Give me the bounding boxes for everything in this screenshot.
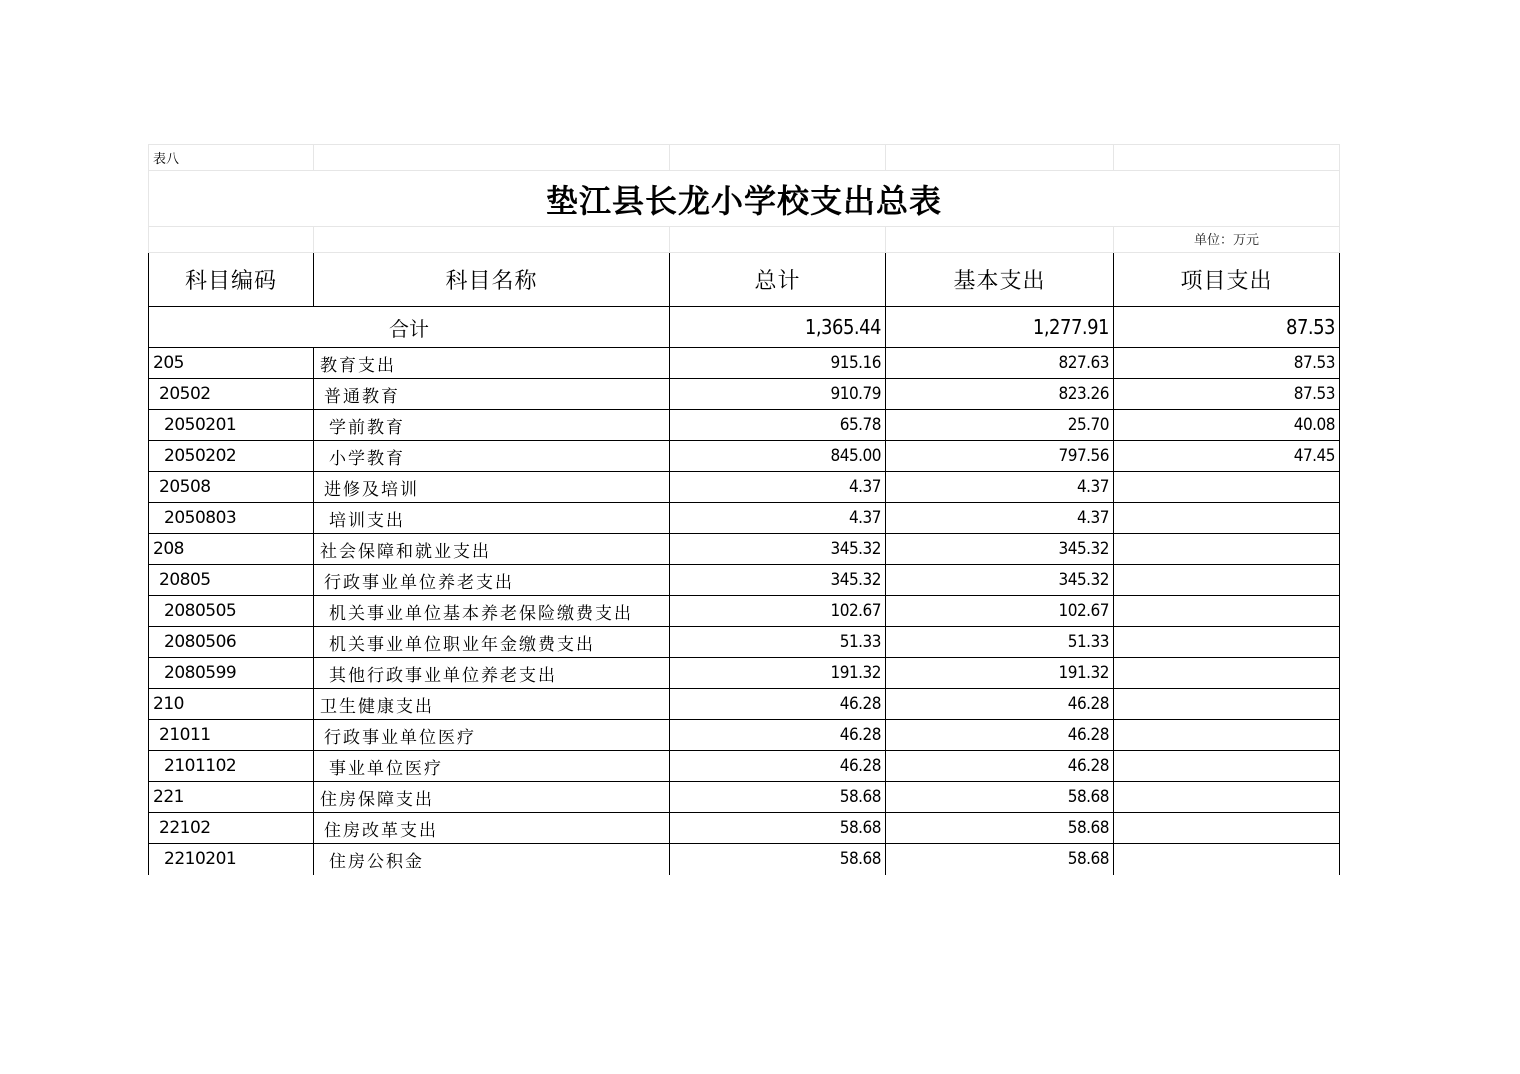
header-total: 总计 (670, 253, 886, 307)
row-project: 87.53 (1114, 348, 1340, 379)
row-name: 普通教育 (314, 379, 670, 410)
row-basic: 345.32 (886, 534, 1114, 565)
row-project (1114, 596, 1340, 627)
table-row (149, 379, 1340, 410)
row-name: 住房保障支出 (314, 782, 670, 813)
row-name: 行政事业单位医疗 (314, 720, 670, 751)
row-code: 21011 (149, 720, 314, 751)
row-basic: 51.33 (886, 627, 1114, 658)
row-basic: 58.68 (886, 844, 1114, 875)
row-total: 345.32 (670, 565, 886, 596)
row-total: 51.33 (670, 627, 886, 658)
table-row (149, 720, 1340, 751)
row-project (1114, 782, 1340, 813)
table-row (149, 596, 1340, 627)
row-name: 机关事业单位基本养老保险缴费支出 (314, 596, 670, 627)
row-name: 机关事业单位职业年金缴费支出 (314, 627, 670, 658)
row-name: 教育支出 (314, 348, 670, 379)
row-total: 915.16 (670, 348, 886, 379)
expenditure-table (148, 144, 1340, 875)
row-basic: 4.37 (886, 503, 1114, 534)
row-total: 102.67 (670, 596, 886, 627)
row-basic: 58.68 (886, 782, 1114, 813)
row-code: 208 (149, 534, 314, 565)
row-total: 191.32 (670, 658, 886, 689)
row-total: 345.32 (670, 534, 886, 565)
table-row (149, 534, 1340, 565)
row-project (1114, 813, 1340, 844)
row-basic: 46.28 (886, 751, 1114, 782)
table-row (149, 658, 1340, 689)
row-total: 58.68 (670, 813, 886, 844)
row-project (1114, 720, 1340, 751)
table-row (149, 627, 1340, 658)
row-basic: 4.37 (886, 472, 1114, 503)
table-row (149, 813, 1340, 844)
row-code: 20805 (149, 565, 314, 596)
row-code: 2080506 (149, 627, 314, 658)
total-project: 87.53 (1114, 307, 1340, 348)
row-code: 2210201 (149, 844, 314, 875)
row-project (1114, 565, 1340, 596)
row-code: 2080505 (149, 596, 314, 627)
row-name: 住房改革支出 (314, 813, 670, 844)
row-basic: 102.67 (886, 596, 1114, 627)
row-name: 小学教育 (314, 441, 670, 472)
header-basic: 基本支出 (886, 253, 1114, 307)
row-basic: 827.63 (886, 348, 1114, 379)
row-project (1114, 503, 1340, 534)
row-total: 58.68 (670, 782, 886, 813)
row-name: 住房公积金 (314, 844, 670, 875)
unit-label: 单位：万元 (1114, 227, 1340, 253)
row-code: 20502 (149, 379, 314, 410)
table-row (149, 565, 1340, 596)
row-total: 65.78 (670, 410, 886, 441)
table-row (149, 844, 1340, 875)
total-label: 合计 (149, 307, 670, 348)
table-label: 表八 (149, 145, 314, 171)
unit-row (149, 227, 1340, 253)
row-project: 47.45 (1114, 441, 1340, 472)
row-name: 事业单位医疗 (314, 751, 670, 782)
row-project (1114, 472, 1340, 503)
row-code: 2050202 (149, 441, 314, 472)
header-project: 项目支出 (1114, 253, 1340, 307)
row-total: 46.28 (670, 689, 886, 720)
row-code: 20508 (149, 472, 314, 503)
table-row (149, 689, 1340, 720)
header-row (149, 253, 1340, 307)
row-project (1114, 689, 1340, 720)
row-code: 221 (149, 782, 314, 813)
table-row (149, 441, 1340, 472)
row-name: 行政事业单位养老支出 (314, 565, 670, 596)
total-row (149, 307, 1340, 348)
header-code: 科目编码 (149, 253, 314, 307)
row-code: 2080599 (149, 658, 314, 689)
row-basic: 797.56 (886, 441, 1114, 472)
row-project: 87.53 (1114, 379, 1340, 410)
table-row (149, 348, 1340, 379)
row-name: 进修及培训 (314, 472, 670, 503)
total-basic: 1,277.91 (886, 307, 1114, 348)
row-code: 2050803 (149, 503, 314, 534)
table-row (149, 503, 1340, 534)
row-basic: 58.68 (886, 813, 1114, 844)
label-row (149, 145, 1340, 171)
row-total: 4.37 (670, 503, 886, 534)
row-code: 205 (149, 348, 314, 379)
row-total: 58.68 (670, 844, 886, 875)
row-project: 40.08 (1114, 410, 1340, 441)
row-total: 46.28 (670, 751, 886, 782)
row-name: 社会保障和就业支出 (314, 534, 670, 565)
row-basic: 25.70 (886, 410, 1114, 441)
row-total: 4.37 (670, 472, 886, 503)
row-project (1114, 658, 1340, 689)
table-row (149, 410, 1340, 441)
header-name: 科目名称 (314, 253, 670, 307)
row-basic: 46.28 (886, 689, 1114, 720)
row-name: 卫生健康支出 (314, 689, 670, 720)
row-name: 培训支出 (314, 503, 670, 534)
row-name: 其他行政事业单位养老支出 (314, 658, 670, 689)
page-title: 垫江县长龙小学校支出总表 (149, 171, 1340, 227)
row-total: 845.00 (670, 441, 886, 472)
row-total: 46.28 (670, 720, 886, 751)
row-code: 2050201 (149, 410, 314, 441)
row-project (1114, 534, 1340, 565)
table-row (149, 472, 1340, 503)
row-project (1114, 751, 1340, 782)
title-row (149, 171, 1340, 227)
total-amount: 1,365.44 (670, 307, 886, 348)
row-name: 学前教育 (314, 410, 670, 441)
table-row (149, 751, 1340, 782)
row-project (1114, 844, 1340, 875)
row-basic: 46.28 (886, 720, 1114, 751)
row-project (1114, 627, 1340, 658)
row-total: 910.79 (670, 379, 886, 410)
row-code: 22102 (149, 813, 314, 844)
row-code: 2101102 (149, 751, 314, 782)
row-basic: 345.32 (886, 565, 1114, 596)
row-basic: 823.26 (886, 379, 1114, 410)
table-row (149, 782, 1340, 813)
row-basic: 191.32 (886, 658, 1114, 689)
row-code: 210 (149, 689, 314, 720)
